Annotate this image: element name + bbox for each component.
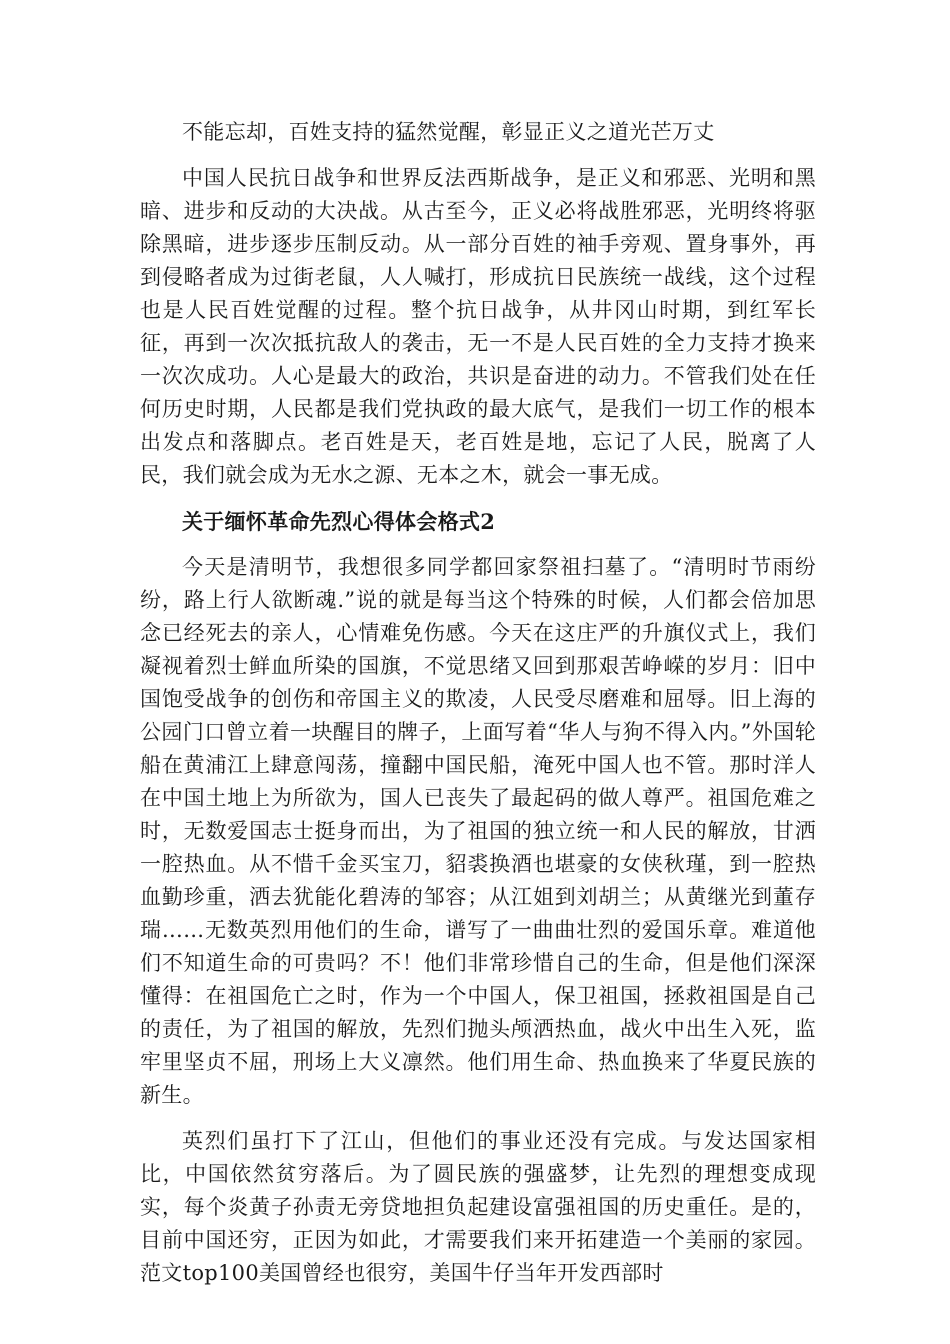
section-subheading: 不能忘却，百姓支持的猛然觉醒，彰显正义之道光芒万丈 [182, 120, 715, 144]
section-title: 关于缅怀革命先烈心得体会格式2 [182, 509, 496, 534]
paragraph: 中国人民抗日战争和世界反法西斯战争，是正义和邪恶、光明和黑暗、进步和反动的大决战。从古至今，正义必将战胜邪恶，光明终将驱除黑暗，进步逐步压制反动。从一部分百姓的袖手旁观、置身事外，再到侵略者成为过街老鼠，人人喊打，形成抗日民族统一战线，这个过程也是人民百姓觉醒的过程。整个抗日战争，从井冈山时期，到红军长征，再到一次次抵抗敌人的袭击，无一不是人民百姓的全力支持才换来一次次成功。人心是最大的政治，共识是奋进的动力。不管我们处在任何历史时期，人民都是我们党执政的最大底气，是我们一切工作的根本出发点和落脚点。老百姓是天，老百姓是地，忘记了人民，脱离了人民，我们就会成为无水之源、无本之木，就会一事无成。 [140, 166, 816, 487]
paragraph: 英烈们虽打下了江山，但他们的事业还没有完成。与发达国家相比，中国依然贫穷落后。为了圆民族的强盛梦，让先烈的理想变成现实，每个炎黄子孙责无旁贷地担负起建设富强祖国的历史重任。是的，目前中国还穷，正因为如此，才需要我们来开拓建造一个美丽的家园。范文top100美国曾经也很穷，美国牛仔当年开发西部时 [140, 1129, 816, 1285]
paragraph: 今天是清明节，我想很多同学都回家祭祖扫墓了。“清明时节雨纷纷，路上行人欲断魂.”说的就是每当这个特殊的时候，人们都会倍加思念已经死去的亲人，心情难免伤感。今天在这庄严的升旗仪式上，我们凝视着烈士鲜血所染的国旗，不觉思绪又回到那艰苦峥嵘的岁月：旧中国饱受战争的创伤和帝国主义的欺凌，人民受尽磨难和屈辱。旧上海的公园门口曾立着一块醒目的牌子，上面写着“华人与狗不得入内。”外国轮船在黄浦江上肆意闯荡，撞翻中国民船，淹死中国人也不管。那时洋人在中国土地上为所欲为，国人已丧失了最起码的做人尊严。祖国危难之时，无数爱国志士挺身而出，为了祖国的独立统一和人民的解放，甘洒一腔热血。从不惜千金买宝刀，貂裘换酒也堪豪的女侠秋瑾，到一腔热血勤珍重，洒去犹能化碧涛的邹容；从江姐到刘胡兰；从黄继光到董存瑞……无数英烈用他们的生命，谱写了一曲曲壮烈的爱国乐章。难道他们不知道生命的可贵吗？不！他们非常珍惜自己的生命，但是他们深深懂得：在祖国危亡之时，作为一个中国人，保卫祖国，拯救祖国是自己的责任，为了祖国的解放，先烈们抛头颅洒热血，战火中出生入死，监牢里坚贞不屈，刑场上大义凛然。他们用生命、热血换来了华夏民族的新生。 [140, 555, 816, 1107]
document-body [140, 116, 816, 1303]
